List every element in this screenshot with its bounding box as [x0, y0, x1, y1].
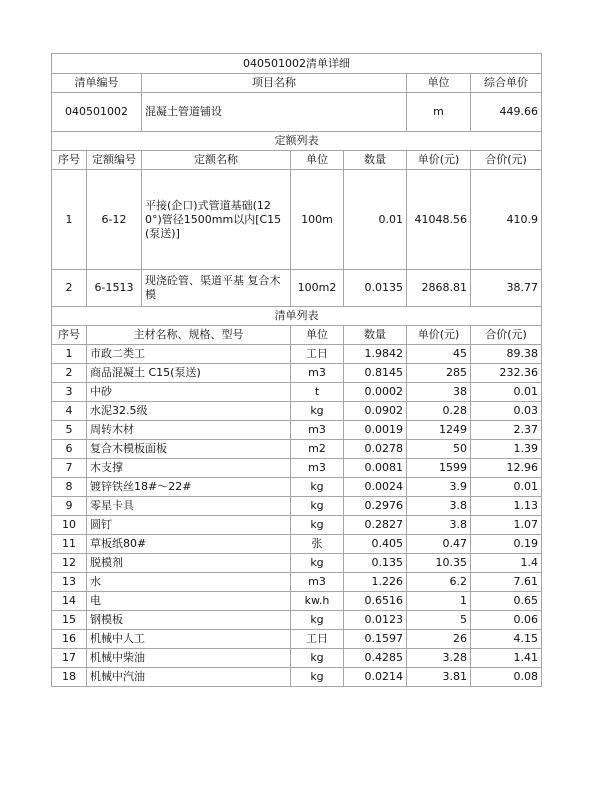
material-qty: 0.2976	[344, 497, 407, 516]
bill-row	[52, 93, 542, 132]
material-unit-header: 单位	[291, 326, 344, 345]
material-unit: kg	[291, 497, 344, 516]
material-qty: 0.0214	[344, 668, 407, 687]
material-row	[52, 478, 542, 497]
material-unit: 张	[291, 535, 344, 554]
quota-header-row	[52, 151, 542, 170]
material-header-row	[52, 326, 542, 345]
material-row	[52, 402, 542, 421]
material-seq: 4	[52, 402, 87, 421]
material-row	[52, 497, 542, 516]
material-price: 3.81	[407, 668, 471, 687]
material-unit: kg	[291, 649, 344, 668]
material-section-row	[52, 307, 542, 326]
material-name: 镀锌铁丝18#～22#	[87, 478, 291, 497]
material-name: 钢模板	[87, 611, 291, 630]
material-name: 市政二类工	[87, 345, 291, 364]
bill-name: 混凝土管道铺设	[142, 93, 407, 132]
quota-unit-header: 单位	[291, 151, 344, 170]
material-total: 0.06	[471, 611, 542, 630]
material-total: 2.37	[471, 421, 542, 440]
quota-seq-header: 序号	[52, 151, 87, 170]
quota-seq: 2	[52, 270, 87, 307]
bill-detail-table	[51, 53, 542, 687]
material-price-header: 单价(元)	[407, 326, 471, 345]
material-section-title: 清单列表	[52, 307, 542, 326]
bill-price-header: 综合单价	[471, 74, 542, 93]
quota-total: 38.77	[471, 270, 542, 307]
material-seq: 9	[52, 497, 87, 516]
material-row	[52, 649, 542, 668]
material-seq: 8	[52, 478, 87, 497]
material-row	[52, 611, 542, 630]
quota-name: 平接(企口)式管道基础(120°)管径1500mm以内[C15(泵送)]	[142, 170, 291, 270]
quota-price: 2868.81	[407, 270, 471, 307]
material-seq: 16	[52, 630, 87, 649]
material-seq: 11	[52, 535, 87, 554]
material-row	[52, 592, 542, 611]
material-row	[52, 421, 542, 440]
material-row	[52, 554, 542, 573]
material-unit: 工日	[291, 345, 344, 364]
material-total: 0.08	[471, 668, 542, 687]
quota-unit: 100m	[291, 170, 344, 270]
material-unit: kg	[291, 554, 344, 573]
material-qty: 1.226	[344, 573, 407, 592]
material-unit: kw.h	[291, 592, 344, 611]
material-total: 4.15	[471, 630, 542, 649]
material-price: 3.9	[407, 478, 471, 497]
material-seq: 12	[52, 554, 87, 573]
material-qty: 0.1597	[344, 630, 407, 649]
material-total: 12.96	[471, 459, 542, 478]
bill-name-header: 项目名称	[142, 74, 407, 93]
quota-name-header: 定额名称	[142, 151, 291, 170]
material-name: 圆钉	[87, 516, 291, 535]
material-name: 木支撑	[87, 459, 291, 478]
quota-qty: 0.01	[344, 170, 407, 270]
material-seq: 10	[52, 516, 87, 535]
material-name: 机械中人工	[87, 630, 291, 649]
material-seq: 14	[52, 592, 87, 611]
material-qty: 0.405	[344, 535, 407, 554]
material-name: 周转木材	[87, 421, 291, 440]
material-seq: 18	[52, 668, 87, 687]
material-name: 复合木模板面板	[87, 440, 291, 459]
bill-code-header: 清单编号	[52, 74, 142, 93]
material-unit: kg	[291, 478, 344, 497]
material-total: 1.41	[471, 649, 542, 668]
material-row	[52, 364, 542, 383]
material-total: 0.19	[471, 535, 542, 554]
material-name: 水	[87, 573, 291, 592]
material-name: 电	[87, 592, 291, 611]
table-title: 040501002清单详细	[52, 54, 542, 74]
material-unit: kg	[291, 668, 344, 687]
material-qty-header: 数量	[344, 326, 407, 345]
material-qty: 0.0024	[344, 478, 407, 497]
material-price: 0.28	[407, 402, 471, 421]
material-name: 草板纸80#	[87, 535, 291, 554]
bill-unit-header: 单位	[407, 74, 471, 93]
material-name: 零星卡具	[87, 497, 291, 516]
material-total-header: 合价(元)	[471, 326, 542, 345]
material-price: 0.47	[407, 535, 471, 554]
material-total: 1.13	[471, 497, 542, 516]
quota-name: 现浇砼管、渠道平基 复合木模	[142, 270, 291, 307]
material-price: 3.28	[407, 649, 471, 668]
material-name: 中砂	[87, 383, 291, 402]
bill-header-row	[52, 74, 542, 93]
material-total: 0.65	[471, 592, 542, 611]
material-qty: 1.9842	[344, 345, 407, 364]
quota-price: 41048.56	[407, 170, 471, 270]
material-row	[52, 345, 542, 364]
material-qty: 0.0123	[344, 611, 407, 630]
material-row	[52, 440, 542, 459]
material-qty: 0.0278	[344, 440, 407, 459]
material-row	[52, 516, 542, 535]
material-unit: kg	[291, 611, 344, 630]
quota-row	[52, 170, 542, 270]
material-price: 38	[407, 383, 471, 402]
material-seq: 17	[52, 649, 87, 668]
material-price: 285	[407, 364, 471, 383]
material-price: 26	[407, 630, 471, 649]
material-total: 1.07	[471, 516, 542, 535]
quota-section-row	[52, 132, 542, 151]
material-seq: 1	[52, 345, 87, 364]
material-total: 7.61	[471, 573, 542, 592]
quota-total: 410.9	[471, 170, 542, 270]
material-total: 1.39	[471, 440, 542, 459]
material-qty: 0.0081	[344, 459, 407, 478]
material-row	[52, 630, 542, 649]
material-unit: kg	[291, 516, 344, 535]
material-seq: 2	[52, 364, 87, 383]
material-price: 3.8	[407, 497, 471, 516]
material-price: 5	[407, 611, 471, 630]
quota-unit: 100m2	[291, 270, 344, 307]
material-name: 商品混凝土 C15(泵送)	[87, 364, 291, 383]
material-qty: 0.135	[344, 554, 407, 573]
material-price: 1249	[407, 421, 471, 440]
material-price: 1	[407, 592, 471, 611]
material-price: 6.2	[407, 573, 471, 592]
material-price: 45	[407, 345, 471, 364]
material-unit: m3	[291, 459, 344, 478]
material-qty: 0.2827	[344, 516, 407, 535]
material-total: 89.38	[471, 345, 542, 364]
material-price: 10.35	[407, 554, 471, 573]
material-qty: 0.6516	[344, 592, 407, 611]
material-unit: kg	[291, 402, 344, 421]
material-total: 0.03	[471, 402, 542, 421]
bill-price: 449.66	[471, 93, 542, 132]
material-row	[52, 459, 542, 478]
material-unit: m2	[291, 440, 344, 459]
quota-section-title: 定额列表	[52, 132, 542, 151]
material-name-header: 主材名称、规格、型号	[87, 326, 291, 345]
quota-code: 6-1513	[87, 270, 142, 307]
material-name: 机械中柴油	[87, 649, 291, 668]
material-seq: 6	[52, 440, 87, 459]
material-name: 脱模剂	[87, 554, 291, 573]
material-total: 0.01	[471, 383, 542, 402]
quota-total-header: 合价(元)	[471, 151, 542, 170]
material-seq: 13	[52, 573, 87, 592]
material-total: 232.36	[471, 364, 542, 383]
material-row	[52, 573, 542, 592]
material-price: 1599	[407, 459, 471, 478]
quota-price-header: 单价(元)	[407, 151, 471, 170]
material-total: 0.01	[471, 478, 542, 497]
material-unit: m3	[291, 573, 344, 592]
table-body	[52, 54, 542, 687]
material-qty: 0.0002	[344, 383, 407, 402]
material-seq-header: 序号	[52, 326, 87, 345]
material-qty: 0.0019	[344, 421, 407, 440]
material-row	[52, 535, 542, 554]
material-seq: 15	[52, 611, 87, 630]
material-unit: t	[291, 383, 344, 402]
quota-row	[52, 270, 542, 307]
material-unit: m3	[291, 364, 344, 383]
material-name: 机械中汽油	[87, 668, 291, 687]
material-seq: 3	[52, 383, 87, 402]
material-name: 水泥32.5级	[87, 402, 291, 421]
material-row	[52, 668, 542, 687]
quota-qty-header: 数量	[344, 151, 407, 170]
material-qty: 0.4285	[344, 649, 407, 668]
material-seq: 7	[52, 459, 87, 478]
bill-unit: m	[407, 93, 471, 132]
material-qty: 0.8145	[344, 364, 407, 383]
material-price: 3.8	[407, 516, 471, 535]
quota-code: 6-12	[87, 170, 142, 270]
quota-seq: 1	[52, 170, 87, 270]
bill-code: 040501002	[52, 93, 142, 132]
material-row	[52, 383, 542, 402]
material-total: 1.4	[471, 554, 542, 573]
material-seq: 5	[52, 421, 87, 440]
material-unit: 工日	[291, 630, 344, 649]
material-qty: 0.0902	[344, 402, 407, 421]
title-row	[52, 54, 542, 74]
quota-code-header: 定额编号	[87, 151, 142, 170]
quota-qty: 0.0135	[344, 270, 407, 307]
material-unit: m3	[291, 421, 344, 440]
material-price: 50	[407, 440, 471, 459]
